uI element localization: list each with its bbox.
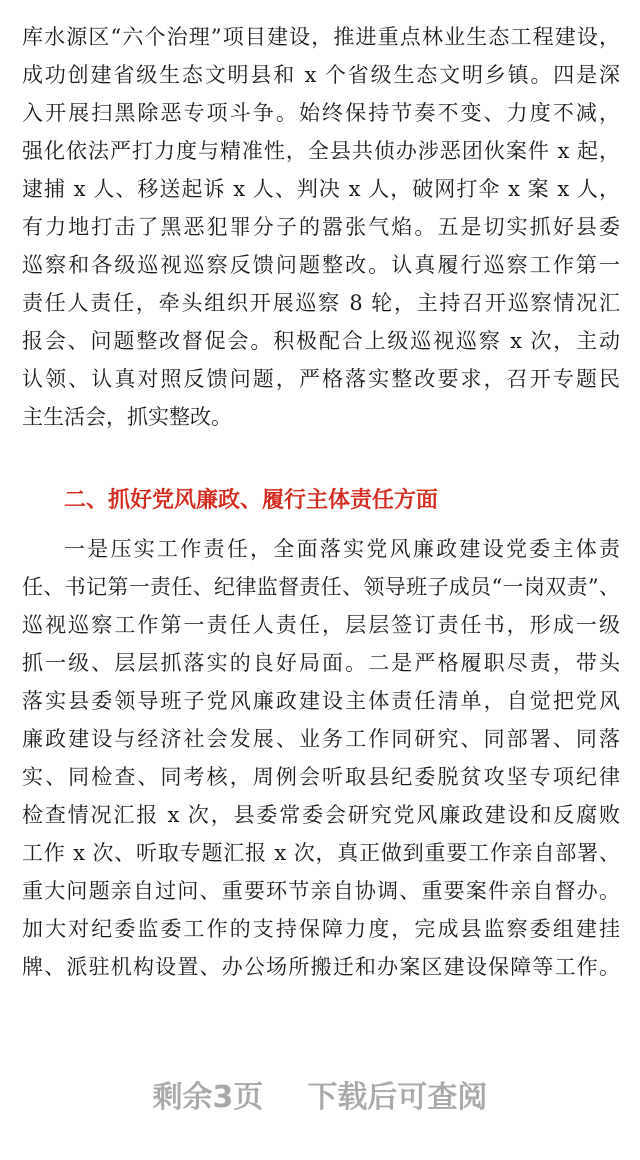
text-line: 入开展扫黑除恶专项斗争。始终保持节奏不变、力度不减， [22,101,620,125]
text-line: 报会、问题整改督促会。积极配合上级巡视巡察 x 次，主动 [22,329,620,353]
section-heading: 二、抓好党风廉政、履行主体责任方面 [64,488,439,513]
text-line: 主生活会，抓实整改。 [22,405,232,429]
remaining-pages-label: 剩余3页 [152,1080,264,1115]
text-line: 有力地打击了黑恶犯罪分子的嚣张气焰。五是切实抓好县委 [22,215,620,239]
text-line: 实、同检查、同考核，周例会听取县纪委脱贫攻坚专项纪律 [22,765,620,789]
text-line: 强化依法严打力度与精准性，全县共侦办涉恶团伙案件 x 起， [22,139,620,163]
download-hint-label: 下载后可查阅 [307,1080,488,1115]
text-line: 巡视巡察工作第一责任人责任，层层签订责任书，形成一级 [22,613,620,637]
text-line: 责任人责任，牵头组织开展巡察 8 轮，主持召开巡察情况汇 [22,291,620,315]
text-line: 任、书记第一责任、纪律监督责任、领导班子成员“一岗双责”、 [22,575,620,599]
text-line: 检查情况汇报 x 次，县委常委会研究党风廉政建设和反腐败 [22,803,620,827]
download-prompt[interactable] [0,1072,640,1116]
text-line: 牌、派驻机构设置、办公场所搬迁和办案区建设保障等工作。 [22,955,620,979]
text-line: 落实县委领导班子党风廉政建设主体责任清单，自觉把党风 [22,689,620,713]
text-line: 廉政建设与经济社会发展、业务工作同研究、同部署、同落 [22,727,620,751]
text-line: 工作 x 次、听取专题汇报 x 次，真正做到重要工作亲自部署、 [22,841,620,865]
text-line: 认领、认真对照反馈问题，严格落实整改要求，召开专题民 [22,367,620,391]
text-line: 一是压实工作责任，全面落实党风廉政建设党委主体责 [64,537,620,561]
text-line: 成功创建省级生态文明县和 x 个省级生态文明乡镇。四是深 [22,63,620,87]
text-line: 抓一级、层层抓落实的良好局面。二是严格履职尽责，带头 [22,651,620,675]
text-line: 库水源区“六个治理”项目建设，推进重点林业生态工程建设， [22,25,620,49]
text-line: 巡察和各级巡视巡察反馈问题整改。认真履行巡察工作第一 [22,253,620,277]
text-line: 加大对纪委监委工作的支持保障力度，完成县监察委组建挂 [22,917,620,941]
text-line: 重大问题亲自过问、重要环节亲自协调、重要案件亲自督办。 [22,879,620,903]
text-line: 逮捕 x 人、移送起诉 x 人、判决 x 人，破网打伞 x 案 x 人， [22,177,620,201]
